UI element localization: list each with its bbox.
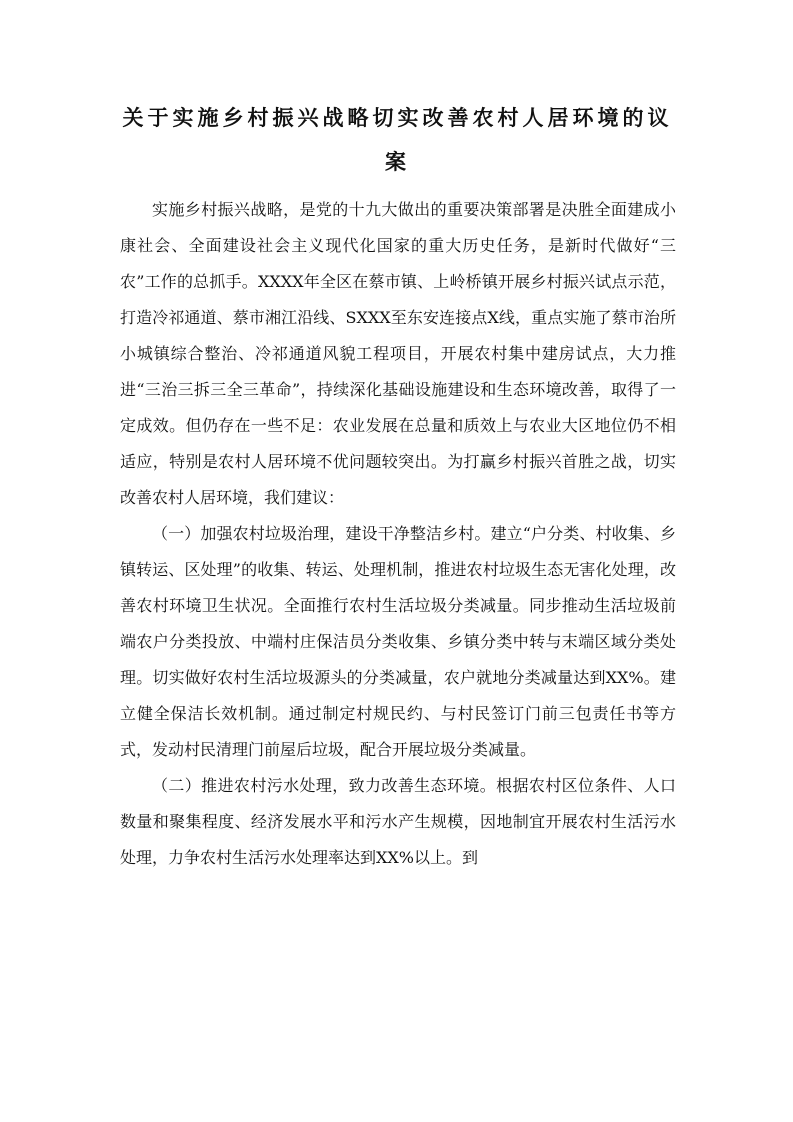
sewage-treatment-paragraph: （二）推进农村污水处理，致力改善生态环境。根据农村区位条件、人口数量和聚集程度、经济发展水平和污水产生规模，因地制宜开展农村生活污水处理，力争农村生活污水处理率达到XX%以上。到 bbox=[120, 776, 676, 867]
document-title: 关于实施乡村振兴战略切实改善农村人居环境的议案 bbox=[122, 105, 673, 174]
intro-paragraph: 实施乡村振兴战略，是党的十九大做出的重要决策部署是决胜全面建成小康社会、全面建设社会主义现代化国家的重大历史任务，是新时代做好“三农”工作的总抓手。XXXX年全区在蔡市镇、上岭桥镇开展乡村振兴试点示范，打造冷祁通道、蔡市湘江沿线、SXXX至东安连接点X线，重点实施了蔡市治所小城镇综合整治、冷祁通道风貌工程项目，开展农村集中建房试点，大力推进“三治三拆三全三革命”，持续深化基础设施建设和生态环境改善，取得了一定成效。但仍存在一些不足：农业发展在总量和质效上与农业大区地位仍不相适应，特别是农村人居环境不优问题较突出。为打赢乡村振兴首胜之战，切实改善农村人居环境，我们建议： bbox=[120, 200, 676, 507]
garbage-governance-paragraph: （一）加强农村垃圾治理，建设干净整洁乡村。建立“户分类、村收集、乡镇转运、区处理”的收集、转运、处理机制，推进农村垃圾生态无害化处理，改善农村环境卫生状况。全面推行农村生活垃圾分类减量。同步推动生活垃圾前端农户分类投放、中端村庄保洁员分类收集、乡镇分类中转与末端区域分类处理。切实做好农村生活垃圾源头的分类减量，农户就地分类减量达到XX%。建立健全保洁长效机制。通过制定村规民约、与村民签订门前三包责任书等方式，发动村民清理门前屋后垃圾，配合开展垃圾分类减量。 bbox=[120, 524, 676, 759]
document-body bbox=[120, 192, 676, 876]
